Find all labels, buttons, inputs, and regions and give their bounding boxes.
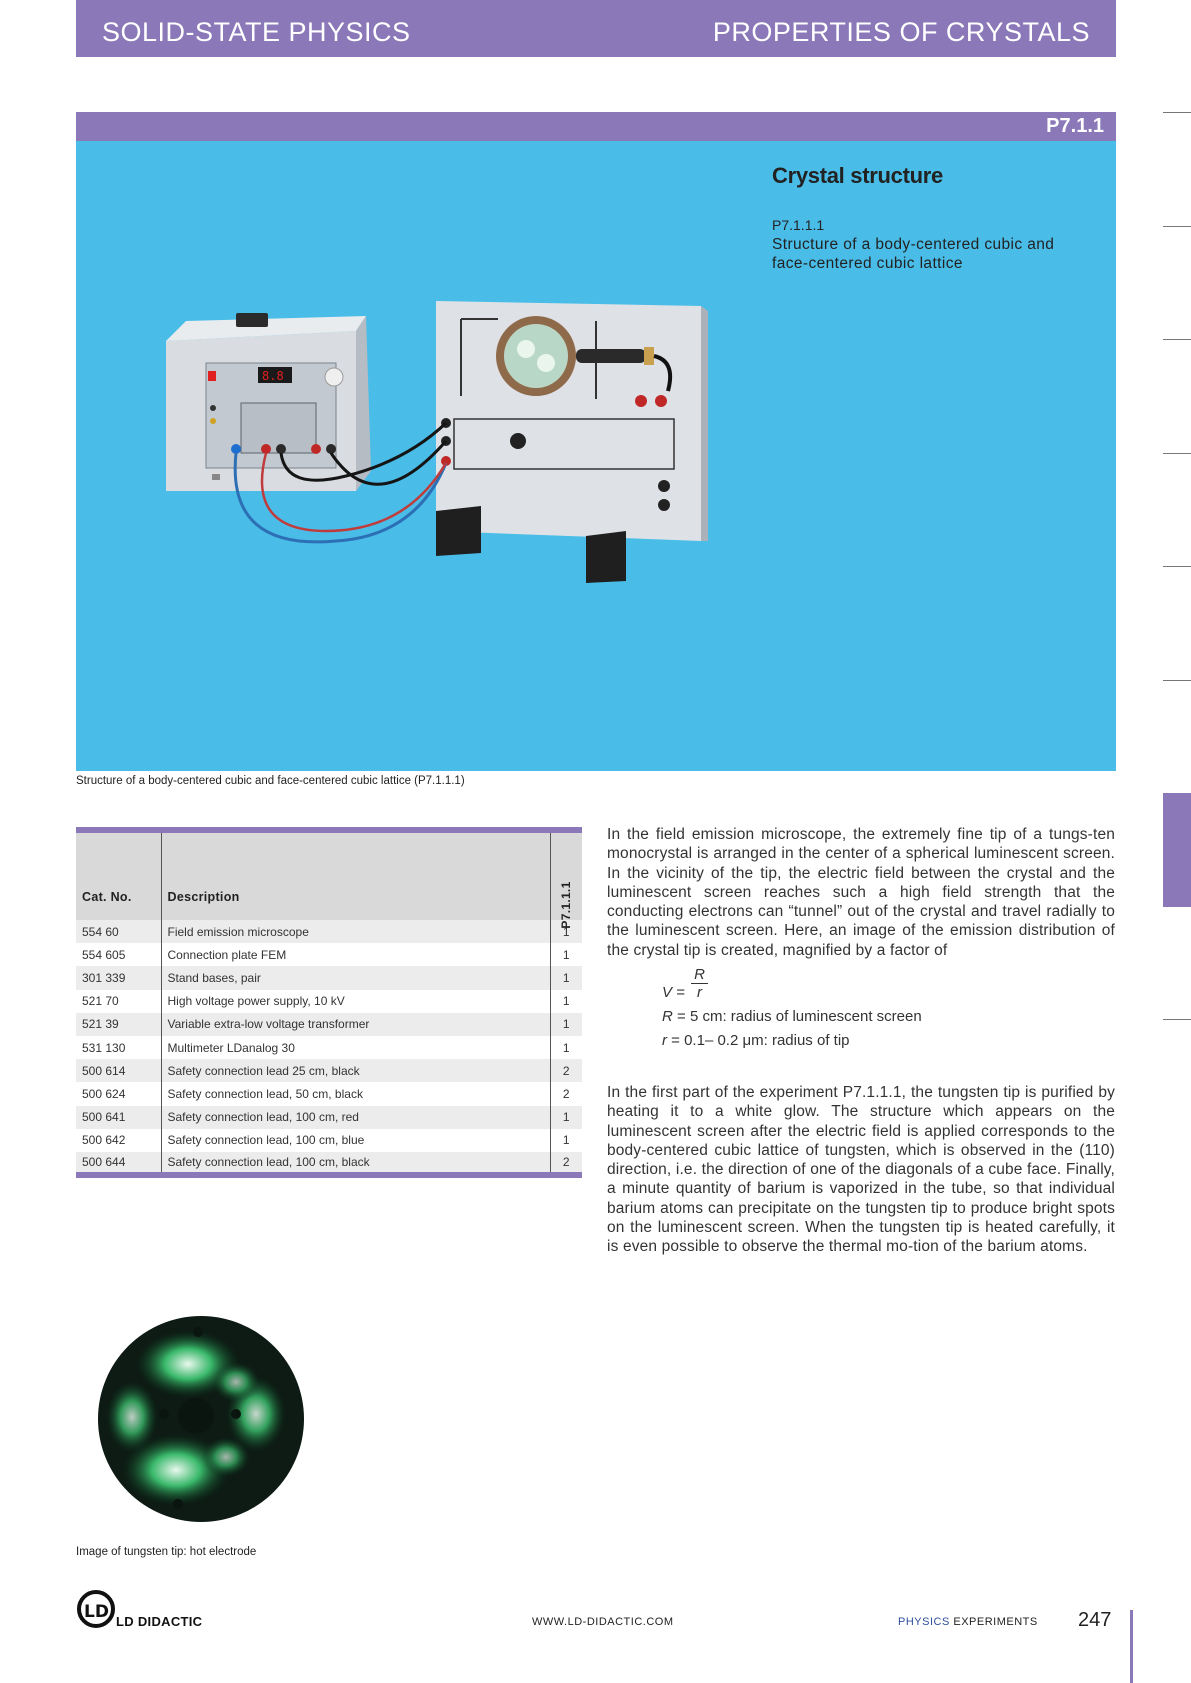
quantity-cell: 1 bbox=[550, 1106, 582, 1129]
margin-tick bbox=[1163, 566, 1191, 567]
margin-tick bbox=[1163, 339, 1191, 340]
formula-numerator: R bbox=[691, 966, 708, 984]
body-paragraph-intro: In the field emission microscope, the extremely fine tip of a tungs-ten monocrystal is arranged in the center of a spherical luminescent screen. In the vicinity of the tip, the electric field between the crystal and the luminescent screen reaches such a high field strength that the conducting electrons can “tunnel” out of the crystal and travel radially to the luminescent screen. Here, an image of the emission distribution of the crystal tip is created, magnified by a factor of bbox=[607, 826, 1115, 959]
description-cell: Stand bases, pair bbox=[161, 966, 550, 989]
subsection-title: PROPERTIES OF CRYSTALS bbox=[712, 17, 1090, 47]
cat-no-cell: 554 60 bbox=[76, 920, 161, 943]
quantity-cell: 1 bbox=[550, 990, 582, 1013]
experiment-title: Crystal structure bbox=[772, 163, 943, 188]
table-row bbox=[76, 1129, 582, 1152]
chapter-tab bbox=[1163, 793, 1191, 907]
section-header bbox=[76, 0, 1116, 57]
description-cell: Variable extra-low voltage transformer bbox=[161, 1013, 550, 1036]
definition-tip-radius bbox=[662, 1032, 850, 1049]
formula-fraction bbox=[691, 966, 708, 1001]
table-row bbox=[76, 920, 582, 943]
quantity-cell: 1 bbox=[550, 1036, 582, 1059]
apparatus-photo bbox=[116, 291, 756, 771]
cat-no-cell: 500 642 bbox=[76, 1129, 161, 1152]
cat-no-cell: 521 70 bbox=[76, 990, 161, 1013]
definition-R-text: = 5 cm: radius of luminescent screen bbox=[672, 1008, 922, 1025]
table-row bbox=[76, 943, 582, 966]
sub-experiment-title: Structure of a body-centered cubic and face-centered cubic lattice bbox=[772, 236, 1055, 272]
margin-tick bbox=[1163, 112, 1191, 113]
cat-no-cell: 301 339 bbox=[76, 966, 161, 989]
section-title: SOLID-STATE PHYSICS bbox=[102, 17, 411, 47]
field-emission-board bbox=[436, 301, 708, 583]
description-cell: Safety connection lead, 50 cm, black bbox=[161, 1082, 550, 1105]
table-row bbox=[76, 1152, 582, 1175]
footer-section-label bbox=[898, 1616, 1038, 1628]
footer-section-rest: EXPERIMENTS bbox=[949, 1616, 1038, 1628]
margin-tick bbox=[1163, 453, 1191, 454]
description-cell: Field emission microscope bbox=[161, 920, 550, 943]
column-header-description: Description bbox=[161, 830, 550, 920]
quantity-cell: 1 bbox=[550, 966, 582, 989]
column-header-quantity bbox=[550, 830, 582, 929]
table-row bbox=[76, 1013, 582, 1036]
tip-image-caption: Image of tungsten tip: hot electrode bbox=[76, 1546, 257, 1558]
description-cell: Multimeter LDanalog 30 bbox=[161, 1036, 550, 1059]
formula-denominator: r bbox=[697, 984, 703, 1001]
table-row bbox=[76, 1036, 582, 1059]
experiment-code: P7.1.1 bbox=[1046, 115, 1104, 137]
page-edge-rule bbox=[1130, 1610, 1133, 1683]
quantity-cell: 2 bbox=[550, 1082, 582, 1105]
margin-tick bbox=[1163, 680, 1191, 681]
quantity-cell: 2 bbox=[550, 1059, 582, 1082]
table-header-row bbox=[76, 830, 582, 920]
table-row bbox=[76, 1106, 582, 1129]
sub-experiment-code: P7.1.1.1 bbox=[772, 217, 825, 233]
cat-no-cell: 554 605 bbox=[76, 943, 161, 966]
photo-caption: Structure of a body-centered cubic and face-centered cubic lattice (P7.1.1.1) bbox=[76, 775, 465, 787]
quantity-cell: 1 bbox=[550, 920, 582, 943]
description-cell: Safety connection lead 25 cm, black bbox=[161, 1059, 550, 1082]
definition-r-text: = 0.1– 0.2 μm: radius of tip bbox=[667, 1032, 850, 1049]
table-row bbox=[76, 966, 582, 989]
equipment-table bbox=[76, 827, 582, 1178]
cat-no-cell: 500 614 bbox=[76, 1059, 161, 1082]
experiment-bar bbox=[76, 112, 1116, 141]
description-cell: Safety connection lead, 100 cm, blue bbox=[161, 1129, 550, 1152]
margin-tick bbox=[1163, 1019, 1191, 1020]
body-paragraph-procedure: In the first part of the experiment P7.1.1.1, the tungsten tip is purified by heating it to a white glow. The structure which appears on the luminescent screen after the electric field is applied corresponds to the body-centered cubic lattice of tungsten, which is observed in the (110) direction, i.e. the direction of one of the diagonals of a cube face. Finally, a minute quantity of barium is vaporized in the tube, so that individual barium atoms can precipitate on the tungsten tip to produce bright spots on the luminescent screen. When the tungsten tip is heated carefully, it is even possible to observe the thermal mo-tion of the barium atoms. bbox=[607, 1084, 1115, 1256]
symbol-R: R bbox=[662, 1008, 673, 1025]
tungsten-tip-image bbox=[76, 1292, 326, 1542]
formula-lhs: V = bbox=[662, 984, 685, 1002]
quantity-header-label: P7.1.1.1 bbox=[559, 881, 574, 929]
description-cell: Connection plate FEM bbox=[161, 943, 550, 966]
description-cell: Safety connection lead, 100 cm, black bbox=[161, 1152, 550, 1175]
quantity-cell: 1 bbox=[550, 943, 582, 966]
brand-name: LD DIDACTIC bbox=[116, 1614, 203, 1629]
symbol-r: r bbox=[662, 1032, 667, 1049]
quantity-cell: 2 bbox=[550, 1152, 582, 1175]
cat-no-cell: 531 130 bbox=[76, 1036, 161, 1059]
svg-text:LD: LD bbox=[84, 1602, 109, 1622]
website-url[interactable]: WWW.LD-DIDACTIC.COM bbox=[532, 1616, 674, 1628]
experiment-photo-panel bbox=[76, 141, 1116, 771]
description-cell: High voltage power supply, 10 kV bbox=[161, 990, 550, 1013]
page-number: 247 bbox=[1078, 1609, 1112, 1631]
column-header-cat-no: Cat. No. bbox=[76, 830, 161, 920]
description-cell: Safety connection lead, 100 cm, red bbox=[161, 1106, 550, 1129]
definition-screen-radius bbox=[662, 1008, 922, 1025]
cat-no-cell: 500 624 bbox=[76, 1082, 161, 1105]
table-row bbox=[76, 990, 582, 1013]
cat-no-cell: 500 641 bbox=[76, 1106, 161, 1129]
margin-tick bbox=[1163, 226, 1191, 227]
svg-text:8.8: 8.8 bbox=[262, 369, 284, 383]
ld-didactic-logo bbox=[76, 1588, 203, 1635]
quantity-cell: 1 bbox=[550, 1129, 582, 1152]
table-row bbox=[76, 1059, 582, 1082]
magnification-formula bbox=[662, 966, 708, 1001]
cat-no-cell: 500 644 bbox=[76, 1152, 161, 1175]
footer-section-accent: PHYSICS bbox=[898, 1616, 950, 1628]
cat-no-cell: 521 39 bbox=[76, 1013, 161, 1036]
quantity-cell: 1 bbox=[550, 1013, 582, 1036]
table-row bbox=[76, 1082, 582, 1105]
ld-logo-icon bbox=[76, 1588, 116, 1630]
